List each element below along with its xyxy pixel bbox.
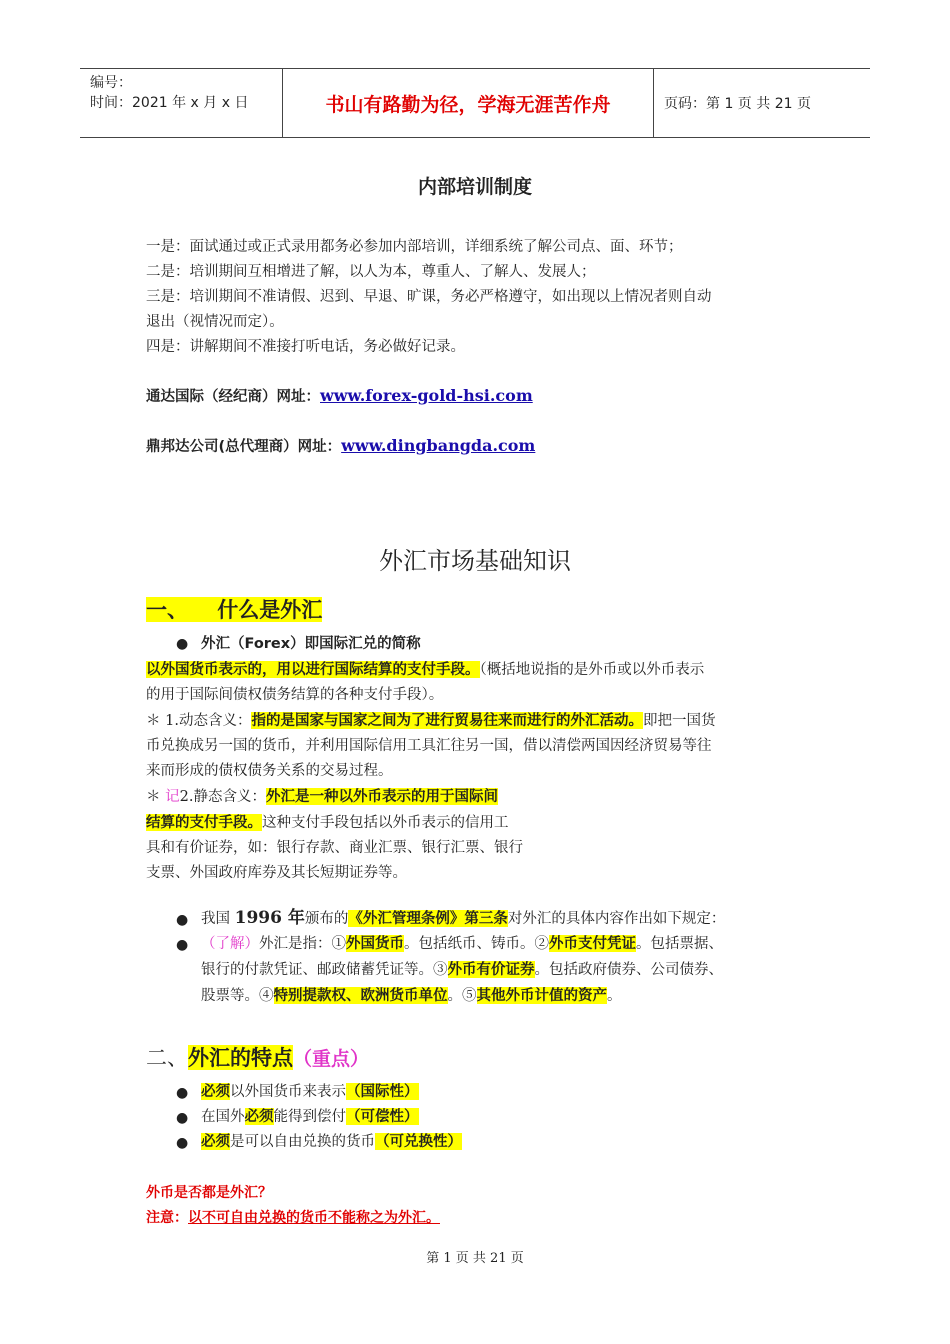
header-left-cell [80, 69, 282, 137]
know-highlight-5: 其他外币计值的资产 [476, 987, 607, 1004]
static-line-4: 支票、外国政府库券及其长短期证券等。 [146, 865, 407, 881]
rule-line: 四是：讲解期间不准接打听电话，务必做好记录。 [146, 339, 465, 355]
know-highlight-2: 外币支付凭证 [549, 935, 636, 952]
forex-content-line-3 [201, 983, 723, 1009]
static-star: ＊ [146, 789, 166, 805]
broker-site [146, 385, 533, 406]
feature-item [201, 1129, 462, 1155]
feature-pre: 在国外 [201, 1109, 245, 1125]
static-line-2 [146, 810, 836, 836]
page-footer: 第 1 页 共 21 页 [426, 1251, 524, 1266]
static-highlight-2: 结算的支付手段。 [146, 814, 262, 831]
header-table [80, 68, 870, 138]
note-line [146, 1207, 440, 1227]
bullet-icon: ● [176, 912, 189, 928]
definition-line-2: 的用于国际间债权债务结算的各种支付手段）。 [146, 687, 444, 703]
forex-content-block [201, 931, 723, 1009]
training-title: 内部培训制度 [417, 176, 532, 198]
bullet-icon: ● [176, 636, 189, 652]
regulation-year: 1996 年 [234, 908, 305, 928]
section2-heading [146, 1042, 369, 1072]
know-line2a: 银行的付款凭证、邮政储蓄凭证等。③ [201, 962, 448, 978]
motto: 书山有路勤为径，学海无涯苦作舟 [282, 69, 654, 137]
forex-definition-bullet: 外汇（Forex）即国际汇兑的简称 [201, 636, 421, 652]
time-label: 时间：2021 年 x 月 x 日 [90, 95, 249, 111]
section2-prefix: 二、 [146, 1046, 188, 1070]
static-meaning-line [146, 784, 836, 810]
dynamic-meaning-line [146, 708, 836, 734]
know-line3c: 。 [607, 988, 622, 1004]
dynamic-line-3: 来而形成的债权债务关系的交易过程。 [146, 763, 393, 779]
forex-content-line-2 [201, 957, 723, 983]
feature-item [201, 1079, 419, 1105]
definition-line [146, 657, 836, 683]
section1-body [146, 657, 836, 886]
note-label: 注意： [146, 1210, 188, 1226]
know-b: 。包括纸币、铸币。② [404, 936, 549, 952]
main-title: 外汇市场基础知识 [379, 547, 571, 575]
feature-tag: （可兑换性） [375, 1133, 462, 1150]
rule-line: 二是：培训期间互相增进了解，以人为本，尊重人、了解人、发展人； [146, 264, 596, 280]
know-line2b: 。包括政府债券、公司债券、 [534, 962, 723, 978]
feature-tag: （国际性） [346, 1083, 419, 1100]
forex-content-line-1 [201, 931, 723, 957]
broker-site-label: 通达国际（经纪商）网址： [146, 389, 320, 405]
know-line3b: 。⑤ [447, 988, 477, 1004]
note-text: 以不可自由兑换的货币不能称之为外汇。 [188, 1210, 440, 1226]
bullet-icon: ● [176, 1085, 189, 1101]
rule-line: 一是：面试通过或正式录用都务必参加内部培训，详细系统了解公司点、面、环节； [146, 239, 683, 255]
bullet-icon: ● [176, 937, 189, 953]
feature-text: 以外国货币来表示 [230, 1084, 346, 1100]
regulation-c: 对外汇的具体内容作出如下规定： [507, 911, 726, 927]
know-highlight-4: 特别提款权、欧洲货币单位 [273, 987, 448, 1004]
static-prefix: 2.静态含义： [179, 789, 266, 805]
know-mark: （了解） [201, 936, 259, 952]
agent-site-link[interactable]: www.dingbangda.com [341, 436, 536, 455]
feature-tag: （可偿性） [346, 1108, 419, 1125]
static-highlight-1: 外汇是一种以外币表示的用于国际间 [265, 788, 498, 805]
know-highlight-1: 外国货币 [346, 935, 404, 952]
know-line3a: 股票等。④ [201, 988, 274, 1004]
section1-heading-text: 一、 什么是外汇 [146, 597, 323, 622]
feature-must: 必须 [201, 1133, 230, 1150]
bullet-icon: ● [176, 1135, 189, 1151]
feature-text: 是可以自由兑换的货币 [230, 1134, 375, 1150]
section2-heading-text: 外汇的特点 [188, 1045, 293, 1070]
definition-highlight: 以外国货币表示的，用以进行国际结算的支付手段。 [146, 661, 480, 678]
feature-must: 必须 [201, 1083, 230, 1100]
dynamic-rest: 即把一国货 [642, 713, 716, 729]
feature-text: 能得到偿付 [273, 1109, 346, 1125]
regulation-line [201, 906, 725, 932]
dynamic-highlight: 指的是国家与国家之间为了进行贸易往来而进行的外汇活动。 [251, 712, 643, 729]
static-line-3: 具和有价证券，如：银行存款、商业汇票、银行汇票、银行 [146, 840, 523, 856]
question-line: 外币是否都是外汇？ [146, 1185, 272, 1201]
regulation-highlight: 《外汇管理条例》第三条 [348, 910, 508, 927]
training-rules [146, 235, 816, 360]
static-rest: 这种支付手段包括以外币表示的信用工 [262, 815, 509, 831]
section2-mark: （重点） [293, 1048, 370, 1070]
know-a: 外汇是指：① [259, 936, 346, 952]
rule-line: 三是：培训期间不准请假、迟到、早退、旷课，务必严格遵守，如出现以上情况者则自动 [146, 289, 712, 305]
regulation-a: 我国 [201, 911, 235, 927]
regulation-b: 颁布的 [304, 911, 349, 927]
dynamic-prefix: ＊ 1.动态含义： [146, 713, 252, 729]
feature-item [201, 1104, 419, 1130]
definition-rest: （概括地说指的是外币或以外币表示 [479, 662, 705, 678]
rule-line: 退出（视情况而定）。 [146, 314, 284, 330]
agent-site-label: 鼎邦达公司(总代理商）网址： [146, 439, 342, 455]
broker-site-link[interactable]: www.forex-gold-hsi.com [320, 386, 533, 405]
feature-must: 必须 [244, 1108, 274, 1125]
know-highlight-3: 外币有价证券 [447, 961, 535, 978]
agent-site [146, 435, 535, 456]
page-info: 页码：第 1 页 共 21 页 [664, 96, 811, 112]
static-mark: 记 [165, 789, 180, 805]
know-c: 。包括票据、 [636, 936, 723, 952]
number-label: 编号： [90, 75, 132, 91]
dynamic-line-2: 币兑换成另一国的货币，并利用国际信用工具汇往另一国，借以清偿两国因经济贸易等往 [146, 738, 712, 754]
section1-heading [146, 594, 322, 624]
bullet-icon: ● [176, 1110, 189, 1126]
